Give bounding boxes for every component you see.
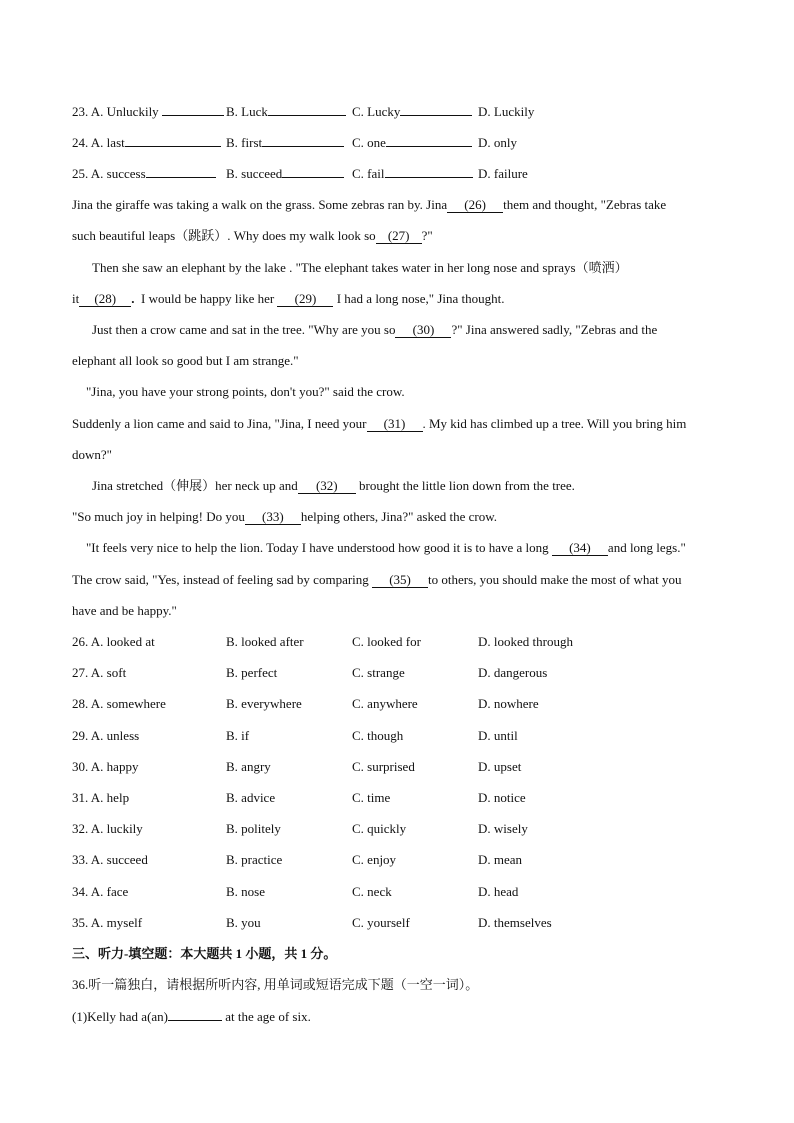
q35-option-a: 35. A. myself [72, 914, 143, 930]
section-3-heading: 三、听力-填空题：本大题共 1 小题，共 1 分。 [72, 946, 337, 961]
q23-option-c: C. Lucky [352, 102, 472, 122]
q25-option-a: 25. A. success [72, 164, 216, 184]
q29-option-a: 29. A. unless [72, 727, 140, 743]
blank-33: (33) [245, 510, 301, 525]
blank-36-1 [168, 1006, 222, 1021]
q30-option-d: D. upset [478, 758, 522, 774]
q26-option-a: 26. A. looked at [72, 634, 155, 649]
q29-option-b: B. if [226, 727, 250, 743]
q23-option-a: 23. A. Unluckily [72, 102, 224, 122]
q28-option-d: D. nowhere [478, 696, 539, 712]
q32-option-d: D. wisely [478, 821, 528, 837]
q35-option-b: B. you [226, 914, 261, 930]
q34-option-d: D. head [478, 883, 519, 899]
passage-line-9: down?" [72, 447, 112, 462]
q34-option-c: C. neck [352, 883, 392, 899]
passage-line-12: "It feels very nice to help the lion. Today I have understood how good it is to have a long (34) and long legs." [86, 540, 686, 555]
q33-option-d: D. mean [478, 852, 523, 868]
blank-28: (28) [79, 292, 131, 307]
passage-line-6: elephant all look so good but I am strange." [72, 353, 299, 368]
q34-option-b: B. nose [226, 883, 265, 899]
q28-option-c: C. anywhere [352, 696, 418, 712]
passage-line-10: Jina stretched（伸展）her neck up and (32) brought the little lion down from the tree. [92, 478, 575, 493]
q23-option-d: D. Luckily [478, 104, 535, 119]
passage-line-1: Jina the giraffe was taking a walk on the grass. Some zebras ran by. Jina (26) them and thought, "Zebras take [72, 197, 667, 212]
q25-option-b: B. succeed [226, 164, 344, 184]
q32-option-a: 32. A. luckily [72, 821, 143, 837]
q26-option-c: C. looked for [352, 634, 421, 649]
q23-option-b: B. Luck [226, 102, 346, 122]
q28-option-b: B. everywhere [226, 696, 302, 712]
q33-option-a: 33. A. succeed [72, 852, 148, 868]
question-36-prompt: 36.听一篇独白，请根据所听内容, 用单词或短语完成下题（一空一词）。 [72, 977, 479, 992]
q25-option-d: D. failure [478, 166, 528, 181]
q26-option-b: B. looked after [226, 634, 304, 649]
q24-option-b: B. first [226, 133, 344, 153]
blank-31: (31) [367, 417, 423, 432]
blank-34: (34) [552, 541, 608, 556]
q28-option-a: 28. A. somewhere [72, 696, 166, 712]
blank-32: (32) [298, 479, 356, 494]
q31-option-c: C. time [352, 790, 391, 805]
q29-option-d: D. until [478, 727, 518, 743]
blank-26: (26) [447, 198, 503, 213]
q31-option-a: 31. A. help [72, 790, 130, 805]
q35-option-c: C. yourself [352, 914, 410, 930]
passage-line-3: Then she saw an elephant by the lake . "The elephant takes water in her long nose and sprays（喷洒） [92, 260, 628, 275]
q31-option-d: D. notice [478, 790, 526, 805]
q30-option-c: C. surprised [352, 758, 415, 774]
q35-option-d: D. themselves [478, 914, 552, 930]
question-36-item-1: (1)Kelly had a(an) at the age of six. [72, 1006, 734, 1026]
passage-line-7: "Jina, you have your strong points, don't you?" said the crow. [86, 384, 405, 399]
passage-line-4: it (28) . I would be happy like her (29) I had a long nose," Jina thought. [72, 291, 505, 306]
q26-option-d: D. looked through [478, 634, 573, 649]
q27-option-d: D. dangerous [478, 665, 548, 681]
q31-option-b: B. advice [226, 790, 276, 805]
blank-27: (27) [376, 229, 422, 244]
q29-option-c: C. though [352, 727, 404, 743]
q25-option-c: C. fail [352, 164, 473, 184]
q27-option-b: B. perfect [226, 665, 278, 681]
blank-29: (29) [277, 292, 333, 307]
passage-line-8: Suddenly a lion came and said to Jina, "Jina, I need your (31) . My kid has climbed up a tree. Will you bring him [72, 416, 687, 431]
passage-line-14: have and be happy." [72, 603, 177, 618]
q24-option-a: 24. A. last [72, 133, 221, 153]
passage-line-2: such beautiful leaps（跳跃）. Why does my walk look so (27) ?" [72, 228, 433, 243]
q27-option-c: C. strange [352, 665, 405, 681]
q32-option-c: C. quickly [352, 821, 407, 837]
q24-option-c: C. one [352, 133, 472, 153]
q33-option-b: B. practice [226, 852, 283, 868]
q30-option-a: 30. A. happy [72, 758, 139, 774]
q30-option-b: B. angry [226, 758, 271, 774]
blank-30: (30) [395, 323, 451, 338]
q27-option-a: 27. A. soft [72, 665, 127, 681]
passage-line-11: "So much joy in helping! Do you (33) helping others, Jina?" asked the crow. [72, 509, 498, 524]
q24-option-d: D. only [478, 135, 517, 150]
blank-35: (35) [372, 573, 428, 588]
passage-line-13: The crow said, "Yes, instead of feeling sad by comparing (35) to others, you should make the most of what you [72, 572, 682, 587]
q33-option-c: C. enjoy [352, 852, 397, 868]
passage-line-5: Just then a crow came and sat in the tree. "Why are you so (30) ?" Jina answered sadly, "Zebras and the [92, 322, 658, 337]
q32-option-b: B. politely [226, 821, 281, 837]
q34-option-a: 34. A. face [72, 883, 129, 899]
